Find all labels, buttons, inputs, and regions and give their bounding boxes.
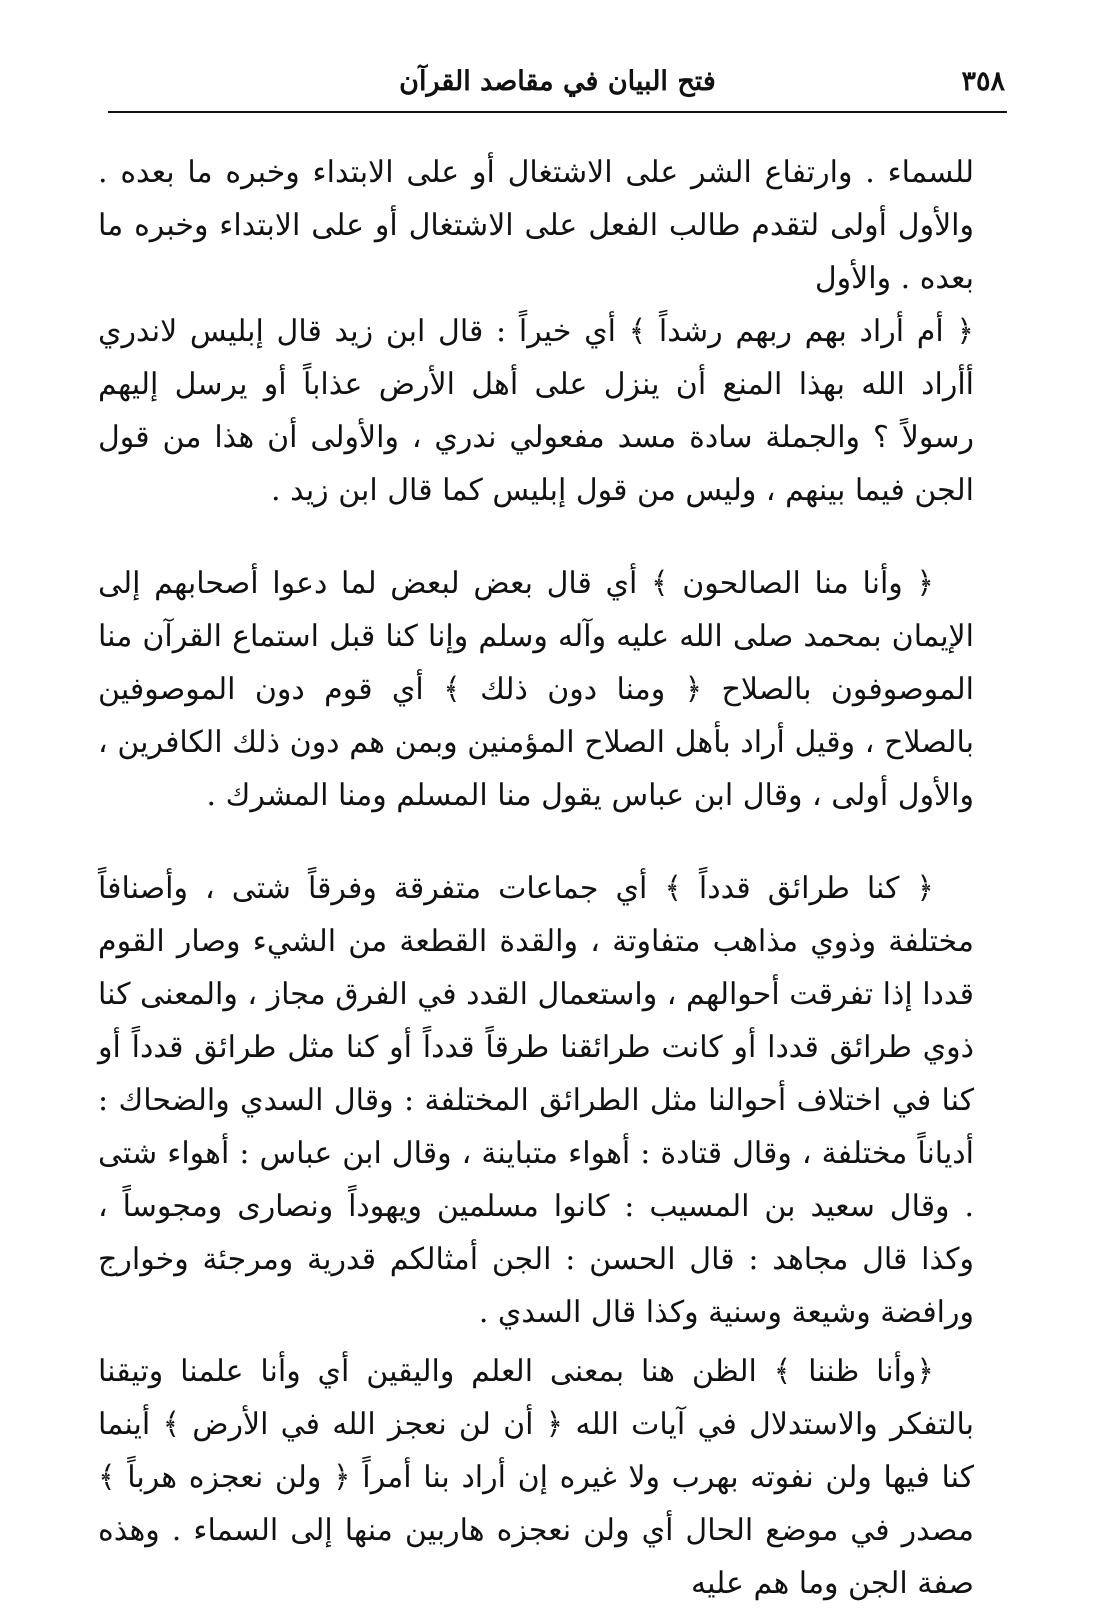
page-number: ٣٥٨ — [961, 66, 1005, 97]
running-title: فتح البيان في مقاصد القرآن — [399, 66, 716, 97]
page-header — [108, 62, 1007, 106]
paragraph-spacer — [98, 517, 974, 557]
paragraph-2: ﴿ أم أراد بهم ربهم رشداً ﴾ أي خيراً : قال ابن زيد قال إبليس لاندري أأراد الله بهذا المنع أن ينزل على أهل الأرض عذاباً أو يرسل إليهم رسولاً ؟ والجملة سادة مسد مفعولي ندري ، والأولى أن هذا من قول الجن فيما بينهم ، وليس من قول إبليس كما قال ابن زيد . — [98, 314, 974, 508]
paragraph-5: ﴿وأنا ظننا ﴾ الظن هنا بمعنى العلم واليقين أي وأنا علمنا وتيقنا بالتفكر والاستدلال في آيات الله ﴿ أن لن نعجز الله في الأرض ﴾ أينما كنا فيها ولن نفوته بهرب ولا غيره إن أراد بنا أمراً ﴿ ولن نعجزه هرباً ﴾ مصدر في موضع الحال أي ولن نعجزه هاربين منها إلى السماء . وهذه صفة الجن وما هم عليه — [98, 1354, 974, 1601]
header-divider — [108, 111, 1007, 113]
paragraph-3: ﴿ وأنا منا الصالحون ﴾ أي قال بعض لبعض لما دعوا أصحابهم إلى الإيمان بمحمد صلى الله عليه وآله وسلم وإنا كنا قبل استماع القرآن منا الموصوفون بالصلاح ﴿ ومنا دون ذلك ﴾ أي قوم دون الموصوفين بالصلاح ، وقيل أراد بأهل الصلاح المؤمنين وبمن هم دون ذلك الكافرين ، والأول أولى ، وقال ابن عباس يقول منا المسلم ومنا المشرك . — [98, 566, 974, 813]
paragraph-4: ﴿ كنا طرائق قدداً ﴾ أي جماعات متفرقة وفرقاً شتى ، وأصنافاً مختلفة وذوي مذاهب متفاوتة ، والقدة القطعة من الشيء وصار القوم قددا إذا تفرقت أحوالهم ، واستعمال القدد في الفرق مجاز ، والمعنى كنا ذوي طرائق قددا أو كانت طرائقنا طرقاً قدداً أو كنا مثل طرائق قدداً أو كنا في اختلاف أحوالنا مثل الطرائق المختلفة : وقال السدي والضحاك : أدياناً مختلفة ، وقال قتادة : أهواء متباينة ، وقال ابن عباس : أهواء شتى . وقال سعيد بن المسيب : كانوا مسلمين ويهوداً ونصارى ومجوساً ، وكذا قال مجاهد : قال الحسن : الجن أمثالكم قدرية ومرجئة وخوارج ورافضة وشيعة وسنية وكذا قال السدي . — [98, 871, 974, 1330]
paragraph-spacer — [98, 822, 974, 862]
paragraph-1: للسماء . وارتفاع الشر على الاشتغال أو على الابتداء وخبره ما بعده . والأول أولى لتقدم طالب الفعل على الاشتغال أو على الابتداء وخبره ما بعده . والأول — [98, 155, 974, 296]
body-text — [98, 146, 974, 1610]
